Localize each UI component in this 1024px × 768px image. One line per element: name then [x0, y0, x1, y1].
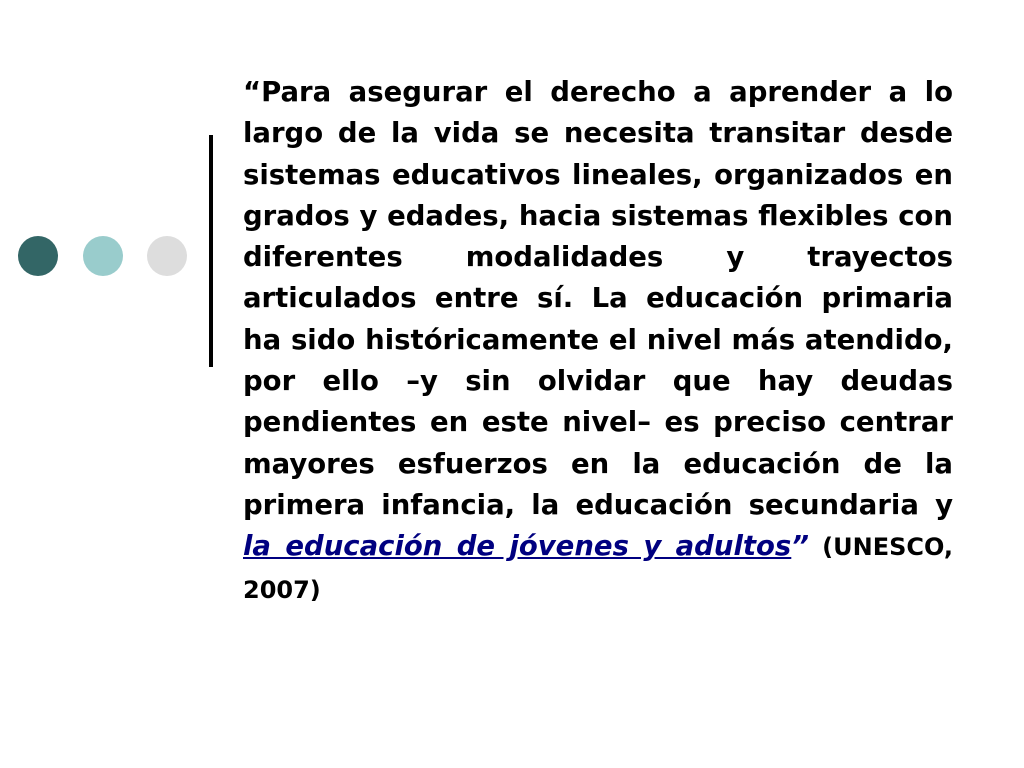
gray-dot-decoration — [147, 236, 187, 276]
vertical-divider — [209, 135, 213, 367]
teal-dot-decoration — [18, 236, 58, 276]
quote-paragraph — [243, 72, 953, 611]
quote-text: “Para asegurar el derecho a aprender a lo largo de la vida se necesita transitar desde sistemas educativos lineales, organizados en grados y edades, hacia sistemas flexibles con diferentes modalidades y trayectos articulados entre sí. La educación primaria ha sido históricamente el nivel más atendido, por ello –y sin olvidar que hay deudas pendientes en este nivel– es preciso centrar mayores esfuerzos en la educación de la primera infancia, la educación secundaria y — [243, 76, 953, 521]
light-teal-dot-decoration — [83, 236, 123, 276]
quote-emphasis: la educación de jóvenes y adultos — [243, 530, 792, 563]
quote-closing-mark: ” — [791, 530, 810, 563]
citation: (UNESCO, 2007) — [243, 533, 954, 604]
